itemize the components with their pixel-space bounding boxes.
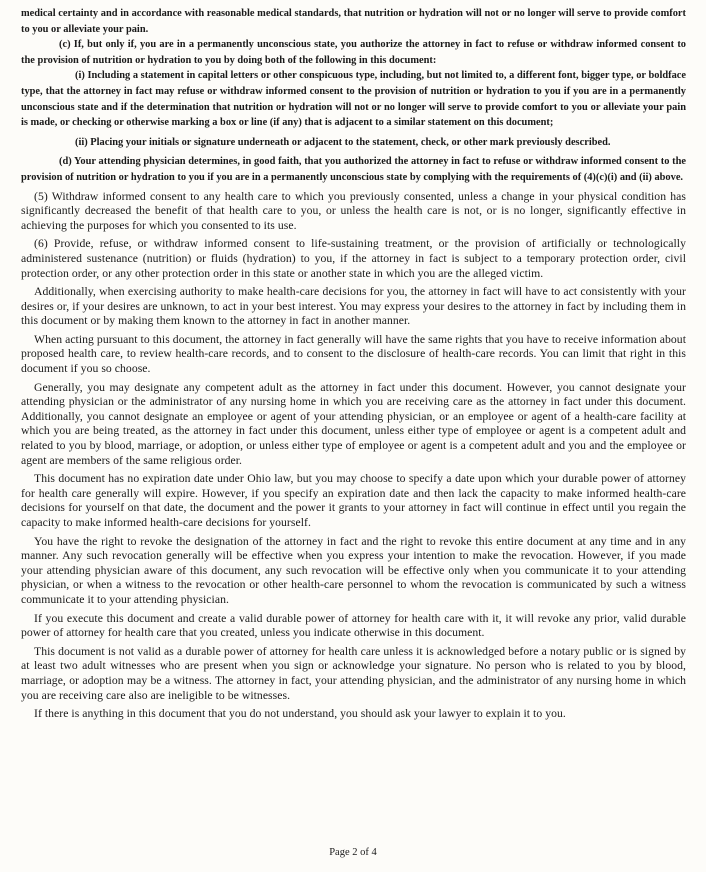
paragraph-acting-pursuant: When acting pursuant to this document, the attorney in fact generally will have the same rights that you have to receive information about proposed health care, to review health-care records, and to consent to the disclosure of health-care records. You can limit that right in this document if you so choose. <box>21 332 686 376</box>
paragraph-item-6: (6) Provide, refuse, or withdraw informed consent to life-sustaining treatment, or the provision of artificially or technologically administered sustenance (nutrition) or fluids (hydration) to you, if the attorney in fact is subject to a temporary protection order, civil protection order, or any other protection order in this state or another state in which you are the alleged victim. <box>21 237 686 280</box>
paragraph-item-c-i: (i) Including a statement in capital letters or other conspicuous type, including, but not limited to, a different font, bigger type, or boldface type, that the attorney in fact may refuse or withdraw informed consent to the provision of nutrition or hydration to you if you are in a permanently unconscious state and if the determination that nutrition or hydration will not or no longer will serve to provide comfort to you or alleviate your pain is made, or checking or otherwise marking a box or line (if any) that is adjacent to a similar statement on this document; <box>21 70 686 129</box>
paragraph-item-5: (5) Withdraw informed consent to any health care to which you previously consented, unless a change in your physical condition has significantly decreased the benefit of that health care to you, or unless the health care is not, or is no longer, significantly effective in achieving the purposes for which you consented to its use. <box>21 189 686 232</box>
paragraph-validity-witnesses: This document is not valid as a durable power of attorney for health care unless it is acknowledged before a notary public or is signed by at least two adult witnesses who are present when you sign or acknowledge your signature. No person who is related to you by blood, marriage, or adoption may be a witness. The attorney in fact, your attending physician, and the administrator of any nursing home in which you are receiving care also are ineligible to be witnesses. <box>21 644 686 702</box>
paragraph-item-c: (c) If, but only if, you are in a permanently unconscious state, you authorize the attorney in fact to refuse or withdraw informed consent to the provision of nutrition or hydration to you by doing both of the following in this document: <box>21 39 686 66</box>
paragraph-additionally: Additionally, when exercising authority to make health-care decisions for you, the attorney in fact will have to act consistently with your desires or, if your desires are unknown, to act in your best interest. You may express your desires to the attorney in fact by including them in this document or by making them known to the attorney in fact in another manner. <box>21 285 686 328</box>
paragraph-ask-lawyer: If there is anything in this document that you do not understand, you should ask your lawyer to explain it to you. <box>34 707 566 721</box>
page-number: Page 2 of 4 <box>329 847 377 858</box>
paragraph-item-d: (d) Your attending physician determines, in good faith, that you authorized the attorney in fact to refuse or withdraw informed consent to the provision of nutrition or hydration to you if you are in a permanently unconscious state by complying with the requirements of (4)(c)(i) and (ii) above. <box>21 156 686 183</box>
paragraph-designation: Generally, you may designate any competent adult as the attorney in fact under this document. However, you cannot designate your attending physician or the administrator of any nursing home in which you are receiving care as the attorney in fact under this document. Additionally, you cannot designate an employee or agent of your attending physician, or an employee or agent of a health-care facility at which you are being treated, as the attorney in fact under this document, unless either type of employee or agent is a competent adult and related to you by blood, marriage, or adoption, or unless either type of employee or agent is a competent adult and you and the employee or agent are members of the same religious order. <box>21 380 686 467</box>
paragraph-revocation: You have the right to revoke the designation of the attorney in fact and the right to revoke this entire document at any time and in any manner. Any such revocation generally will be effective when you express your intention to make the revocation. However, if you made your attending physician aware of this document, any such revocation will be effective only when you communicate it to your attending physician, or when a witness to the revocation or other health-care personnel to whom the revocation is communicated by such a witness communicate it to your attending physician. <box>21 534 686 606</box>
paragraph-nutrition-hydration-continued: medical certainty and in accordance with reasonable medical standards, that nutrition or hydration will not or no longer will serve to provide comfort to you or alleviate your pain. <box>21 8 686 35</box>
paragraph-prior-power: If you execute this document and create a valid durable power of attorney for health care with it, it will revoke any prior, valid durable power of attorney for health care that you created, unless you indicate otherwise in this document. <box>21 611 686 640</box>
paragraph-item-c-ii: (ii) Placing your initials or signature underneath or adjacent to the statement, check, or other mark previously described. <box>75 136 611 148</box>
paragraph-expiration: This document has no expiration date under Ohio law, but you may choose to specify a date upon which your durable power of attorney for health care generally will expire. However, if you specify an expiration date and then lack the capacity to make informed health-care decisions for yourself on that date, the document and the power it grants to your attorney in fact will continue in effect until you regain the capacity to make informed health-care decisions for yourself. <box>21 472 686 529</box>
